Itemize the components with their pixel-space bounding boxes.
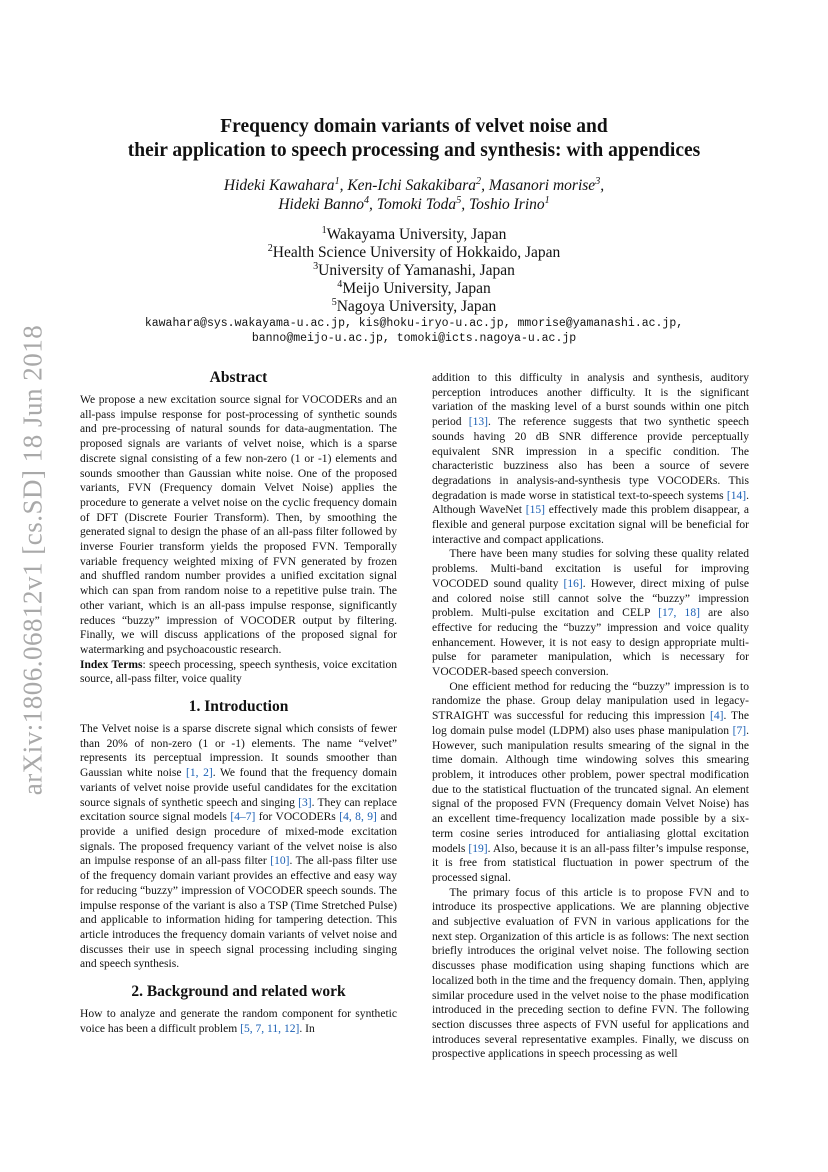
author-1: Hideki Kawahara [223, 177, 335, 194]
citation-link[interactable]: [14] [726, 489, 747, 502]
affiliation-4: Meijo University, Japan [342, 280, 491, 297]
author-4-sup: 4 [364, 194, 370, 206]
background-paragraph-1-cont [432, 371, 749, 547]
affiliation-5: Nagoya University, Japan [336, 298, 497, 315]
citation-link[interactable]: [7] [732, 724, 747, 737]
author-5-sup: 5 [456, 194, 462, 206]
citation-link[interactable]: [17, 18] [658, 607, 700, 620]
background-text: are also effective for reducing the “buzzy” impression and voice quality enhancement. However, it is not easy to design appropriate multi-pulse for parameter manipulation, which is necessary for VOCODER-based speech conversion. [432, 607, 749, 679]
abstract-text: We propose a new excitation source signal for VOCODERs and an all-pass impulse response for post-processing of synthetic sounds and pre-processing of natural sounds for data-augmentation. The proposed signals are variants of velvet noise, which is a sparse discrete signal consisting of a few non-zero (1 or -1) elements and sounds smoother than Gaussian white noise. One of the proposed variants, FVN (Frequency domain Velvet Noise) applies the procedure to generate a velvet noise on the cyclic frequency domain of DFT (Discrete Fourier Transform). Then, by smoothing the generated signal to design the phase of an all-pass filter followed by inverse Fourier transform yields the proposed FVN. Temporally variable frequency weighted mixing of FVN generated by frozen and shuffled random number provides a unified excitation signal which can span from random noise to a repetitive pulse train. The other variant, which is an all-pass impulse response, significantly reduces “buzzy” impression of VOCODER output by filtering. Finally, we will discuss applications of the proposed signal for watermarking and psychoacoustic research. [80, 394, 397, 656]
background-paragraph-4: The primary focus of this article is to propose FVN and to introduce its prospective applications. We are planning objective and subjective evaluation of FVN in various applications for the next step. Organization of this article is as follows: The next section briefly introduces the original velvet noise. The following section discusses phase modification using shaping functions which are localized both in the time and the frequency domain. Then, applying similar procedure used in the velvet noise to the phase modification introduced in the preceding section to define FVN. The following section discusses three aspects of FVN useful for applications and introduces several representative examples. Finally, we discuss on prospective applications in speech processing as well [432, 886, 749, 1061]
background-text: effectively made this problem disappear, a flexible and general purpose excitation signal will be beneficial for interactive and compact applications. [432, 504, 750, 546]
citation-link[interactable]: [1, 2] [186, 767, 213, 780]
intro-text: The Velvet noise is a sparse discrete signal which consists of fewer than 20% of non-zero (1 or -1) elements. The name “velvet” represents its perceptual impression. It sounds smoother than Gaussian white noise [80, 723, 397, 780]
intro-text: . They can replace excitation source signal models [80, 796, 397, 824]
intro-paragraph [80, 722, 397, 972]
citation-link[interactable]: [4, 8, 9] [339, 811, 377, 824]
paper-title [100, 115, 728, 163]
emails-line-2: banno@meijo-u.ac.jp, tomoki@icts.nagoya-u.ac.jp [251, 332, 577, 345]
title-line-1: Frequency domain variants of velvet noise and [220, 116, 608, 137]
background-text: . However, such manipulation results smearing of the signal in the time domain. Although time windowing solves this smearing problem, it introduces other problem, power spectral modification due to the statistical fluctuation of the truncated signal. An element signal of the proposed FVN (Frequency domain Velvet Noise) has an excellent time-frequency localization made possible by a six-term cosine series introduced for antialiasing glottal excitation models [432, 724, 749, 855]
author-6-sup: 1 [544, 194, 550, 206]
affiliation-5-sup: 5 [331, 296, 337, 308]
author-2: Ken-Ichi Sakakibara [347, 177, 477, 194]
affiliation-4-sup: 4 [337, 278, 343, 290]
affiliation-2: Health Science University of Hokkaido, Japan [272, 244, 561, 261]
affiliation-3-sup: 3 [313, 260, 319, 272]
emails-line-1: kawahara@sys.wakayama-u.ac.jp, kis@hoku-iryo-u.ac.jp, mmorise@yamanashi.ac.jp, [144, 317, 684, 330]
background-text: One efficient method for reducing the “buzzy” impression is to randomize the phase. Group delay manipulation used in legacy-STRAIGHT was successful for reducing this impression [432, 680, 749, 723]
citation-link[interactable]: [13] [468, 416, 488, 429]
index-terms-label: Index Terms [80, 658, 143, 671]
arxiv-identifier-text: arXiv:1806.06812v1 [cs.SD] 18 Jun 2018 [17, 324, 48, 796]
citation-link[interactable]: [3] [298, 796, 312, 809]
section-1-heading: 1. Introduction [188, 698, 289, 716]
section-2-heading: 2. Background and related work [131, 983, 346, 1001]
background-text: addition to this difficulty in analysis and synthesis, auditory perception introduces another difficulty. It is the significant variation of the masking level of a burst sounds within one pitch period [432, 372, 749, 429]
background-paragraph-2 [432, 547, 749, 679]
background-text: . Also, because it is an all-pass filter’s impulse response, it is free from statistical fluctuation in power spectrum of the processed signal. [432, 842, 749, 884]
author-6: Toshio Irino [468, 196, 545, 213]
right-column [432, 371, 749, 1062]
background-text: . Although WaveNet [432, 489, 749, 517]
author-list: Hideki Kawahara$^1$, Ken-Ichi Sakakibara$^2$, Masanori morise$^3$, Hideki Banno$^4$, Tomoki Toda$^5$, Toshio Irino$^1$ [223, 175, 605, 213]
affiliation-2-sup: 2 [267, 242, 273, 254]
background-paragraph-3 [432, 680, 749, 886]
background-paragraph-1-start [80, 1007, 397, 1036]
background-text: . The log domain pulse model (LDPM) also uses phase manipulation [432, 710, 749, 737]
background-text: There have been many studies for solving these quality related problems. Multi-band excitation is useful for improving VOCODED sound quality [432, 548, 749, 590]
affiliation-3: University of Yamanashi, Japan [318, 262, 515, 279]
citation-link[interactable]: [5, 7, 11, 12] [240, 1022, 300, 1035]
citation-link[interactable]: [19] [468, 842, 488, 855]
index-terms [80, 658, 397, 687]
author-emails [70, 316, 758, 346]
affiliation-list [150, 226, 678, 316]
citation-link[interactable]: [4] [709, 710, 724, 723]
background-text: . However, direct mixing of pulse and colored noise still cannot solve the “buzzy” impression problem. Multi-pulse excitation and CELP [432, 577, 749, 620]
citation-link[interactable]: [15] [525, 504, 545, 517]
author-2-sup: 2 [476, 175, 482, 187]
background-text: . In [299, 1022, 315, 1035]
affiliation-1: Wakayama University, Japan [326, 226, 507, 243]
citation-link[interactable]: [16] [563, 577, 583, 590]
author-4: Hideki Banno [278, 196, 364, 213]
citation-link[interactable]: [10] [270, 855, 290, 868]
title-line-2: their application to speech processing and synthesis: with appendices [127, 140, 701, 161]
author-3: Masanori morise [488, 177, 596, 194]
intro-text: . The all-pass filter use of the frequency domain variant provides an effective and easy way for reducing “buzzy” impression of VOCODER speech sounds. The impulse response of the variant is also a TSP (Time Stretched Pulse) and applicable to information hiding for tampering detection. This article introduces the frequency domain variants of velvet noise and discusses their use in speech signal processing including singing and speech synthesis. [80, 855, 397, 971]
citation-link[interactable]: [4–7] [230, 811, 256, 824]
intro-text: for VOCODERs [255, 811, 340, 824]
author-5: Tomoki Toda [376, 196, 457, 213]
intro-text: . We found that the frequency domain variants of velvet noise provide useful candidates for the excitation source signals of synthetic speech and singing [80, 767, 397, 809]
arxiv-identifier [12, 324, 54, 796]
abstract-heading: Abstract [209, 369, 268, 386]
author-1-sup: 1 [334, 175, 340, 187]
intro-text: and provide a unified design procedure of mixed-mode excitation signals. The proposed frequency variant of the velvet noise is also an impulse response of an all-pass filter [80, 811, 397, 868]
background-text: . The reference suggests that two synthetic speech sounds having 20 dB SNR difference provide perceptually equivalent SNR impression in a specific condition. The characteristic buzziness also has been a source of severe degradations in analysis-and-synthesis type VOCODERs. This degradation is made worse in statistical text-to-speech systems [432, 416, 749, 502]
left-column [80, 368, 397, 1036]
background-text: How to analyze and generate the random component for synthetic voice has been a difficult problem [80, 1008, 397, 1035]
author-3-sup: 3 [595, 175, 601, 187]
affiliation-1-sup: 1 [321, 224, 327, 236]
index-terms-text: : speech processing, speech synthesis, voice excitation source, all-pass filter, voice quality [80, 658, 397, 686]
